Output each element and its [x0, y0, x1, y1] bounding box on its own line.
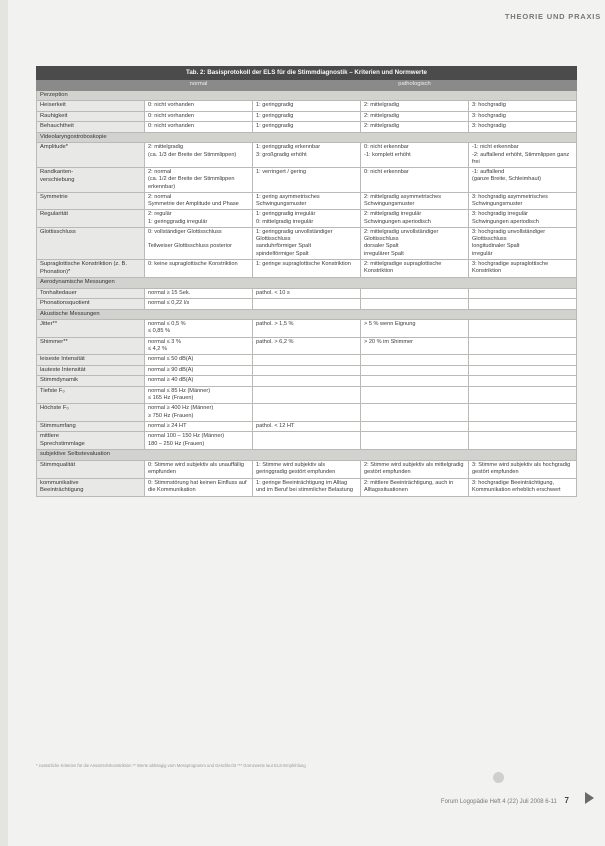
table-cell: 0: vollständiger Glottisschluss Teilweiser Glottisschluss posterior — [145, 227, 253, 259]
row-label: Tonhaltedauer — [37, 288, 145, 299]
table-cell: 2: mittlere Beeinträchtigung, auch in Alltagssituationen — [361, 478, 469, 496]
table-row — [37, 122, 577, 133]
column-header-blank — [37, 80, 145, 91]
table-row — [37, 259, 577, 277]
section-header: Aerodynamische Messungen — [37, 278, 577, 289]
row-label: lauteste Intensität — [37, 365, 145, 376]
table-row — [37, 478, 577, 496]
row-label: Tiefste F₀ — [37, 386, 145, 404]
table-row — [37, 168, 577, 193]
row-label: Supraglottische Konstriktion (z. B. Phonation)* — [37, 259, 145, 277]
table-cell — [361, 421, 469, 432]
table-row — [37, 337, 577, 355]
table-cell — [469, 376, 577, 387]
table-row — [37, 432, 577, 450]
table-row — [37, 355, 577, 366]
row-label: Randkanten- verschiebung — [37, 168, 145, 193]
table-cell: 2: mittelgradige supraglottische Konstriktion — [361, 259, 469, 277]
table-cell — [361, 432, 469, 450]
table-row — [37, 210, 577, 228]
table-cell — [361, 404, 469, 422]
table-cell: normal ≤ 3 % ≤ 4,2 % — [145, 337, 253, 355]
table-cell: -1: auffallend (ganze Breite, Schleimhaut) — [469, 168, 577, 193]
table-cell — [469, 365, 577, 376]
table-cell — [469, 404, 577, 422]
section-header: subjektive Selbstevaluation — [37, 450, 577, 461]
table-footnote: * zusätzliche Kriterien für die Ansatzrohrkonstriktion ** Werte abhängig vom Messprogramm und Geschlecht *** Grenzwerte laut ELS-Empfehlung — [36, 763, 306, 768]
table-row — [37, 111, 577, 122]
table-cell — [361, 288, 469, 299]
table-cell — [253, 404, 361, 422]
table-cell: pathol. > 6,2 % — [253, 337, 361, 355]
table-cell — [361, 365, 469, 376]
row-label: Stimmumfang — [37, 421, 145, 432]
table-cell — [469, 320, 577, 338]
table-cell: 2: mittelgradig — [361, 122, 469, 133]
decorative-dot — [493, 772, 504, 783]
column-header — [253, 80, 361, 91]
table-cell: 1: geringe supraglottische Konstriktion — [253, 259, 361, 277]
table-cell — [253, 355, 361, 366]
table-cell: 3: hochgradig asymmetrisches Schwingungsmuster — [469, 192, 577, 210]
table-cell: normal ≥ 90 dB(A) — [145, 365, 253, 376]
table-cell: 2: mittelgradig asymmetrisches Schwingungsmuster — [361, 192, 469, 210]
table-cell — [361, 355, 469, 366]
table-cell: 1: geringgradig — [253, 111, 361, 122]
row-label: Jitter** — [37, 320, 145, 338]
table-cell: normal ≤ 50 dB(A) — [145, 355, 253, 366]
table-cell: 3: hochgradig unvollständiger Glottisschluss longitudinaler Spalt irregulär — [469, 227, 577, 259]
table-cell: 2: mittelgradig — [361, 101, 469, 112]
footer-issue: Heft 4 (22) Juli 2008 6-11 — [489, 799, 557, 805]
table-cell: 0: Stimme wird subjektiv als unauffällig empfunden — [145, 461, 253, 479]
table-cell: 3: hochgradige Beeinträchtigung, Kommunikation erheblich erschwert — [469, 478, 577, 496]
table-title: Tab. 2: Basisprotokoll der ELS für die Stimmdiagnostik – Kriterien und Normwerte — [37, 67, 577, 80]
page-footer — [441, 796, 569, 805]
table-cell: 2: Stimme wird subjektiv als mittelgradig gestört empfunden — [361, 461, 469, 479]
table-cell — [253, 386, 361, 404]
table-cell: normal 100 – 150 Hz (Männer) 180 – 250 Hz (Frauen) — [145, 432, 253, 450]
table-cell: > 20 % im Shimmer — [361, 337, 469, 355]
table-cell: pathol. < 10 s — [253, 288, 361, 299]
table-cell — [253, 365, 361, 376]
table-cell: normal ≥ 400 Hz (Männer) ≥ 750 Hz (Frauen) — [145, 404, 253, 422]
table-cell: 1: geringgradig — [253, 101, 361, 112]
table-row — [37, 320, 577, 338]
table-cell: 0: nicht erkennbar — [361, 168, 469, 193]
row-label: Heiserkeit — [37, 101, 145, 112]
table-cell — [469, 337, 577, 355]
table-cell: 1: geringgradig erkennbar 3: großgradig erhöht — [253, 143, 361, 168]
table-cell: 2: mittelgradig (ca. 1/3 der Breite der Stimmlippen) — [145, 143, 253, 168]
table-cell: 2: mittelgradig irregulär Schwingungen aperiodisch — [361, 210, 469, 228]
table-cell: normal ≤ 0,5 % ≤ 0,85 % — [145, 320, 253, 338]
table-cell: 0: nicht vorhanden — [145, 101, 253, 112]
table-cell: normal ≥ 15 Sek. — [145, 288, 253, 299]
table-row — [37, 421, 577, 432]
table-cell: 3: Stimme wird subjektiv als hochgradig gestört empfunden — [469, 461, 577, 479]
table-cell — [253, 432, 361, 450]
table-cell: 3: hochgradige supraglottische Konstriktion — [469, 259, 577, 277]
table-row — [37, 101, 577, 112]
row-label: Höchste F₀ — [37, 404, 145, 422]
table-cell: -1: nicht erkennbar -2: auffallend erhöht, Stimmlippen ganz frei — [469, 143, 577, 168]
table-cell: 0: nicht vorhanden — [145, 122, 253, 133]
table-cell — [469, 288, 577, 299]
table-cell: 2: mittelgradig — [361, 111, 469, 122]
table-cell: 2: normal Symmetrie der Amplitude und Phase — [145, 192, 253, 210]
table-cell: 3: hochgradig — [469, 101, 577, 112]
row-label: Stimmdynamik — [37, 376, 145, 387]
row-label: leiseste Intensität — [37, 355, 145, 366]
row-label: Stimmqualität — [37, 461, 145, 479]
table-cell: 2: normal (ca. 1/2 der Breite der Stimmlippen erkennbar) — [145, 168, 253, 193]
row-label: Amplitude* — [37, 143, 145, 168]
table-cell: 0: Stimmstörung hat keinen Einfluss auf die Kommunikation — [145, 478, 253, 496]
row-label: Behauchtheit — [37, 122, 145, 133]
table-cell: 1: geringgradig — [253, 122, 361, 133]
table-cell: normal ≤ 85 Hz (Männer) ≤ 165 Hz (Frauen) — [145, 386, 253, 404]
table-row — [37, 365, 577, 376]
table-cell — [361, 376, 469, 387]
table-cell: 3: hochgradig — [469, 122, 577, 133]
table-cell: pathol. < 12 HT — [253, 421, 361, 432]
table-row — [37, 386, 577, 404]
table-cell: 1: geringe Beeinträchtigung im Alltag und im Beruf bei stimmlicher Belastung — [253, 478, 361, 496]
row-label: Rauhigkeit — [37, 111, 145, 122]
table-cell: normal ≤ 0,22 l/s — [145, 299, 253, 310]
table-cell — [253, 299, 361, 310]
table-cell — [361, 386, 469, 404]
table-cell: pathol. > 1,5 % — [253, 320, 361, 338]
binding-gutter — [0, 0, 8, 846]
table-cell: 1: verringert / gering — [253, 168, 361, 193]
row-label: Shimmer** — [37, 337, 145, 355]
table-cell: > 5 % wenn Eignung — [361, 320, 469, 338]
table-cell — [469, 432, 577, 450]
table-cell: 1: Stimme wird subjektiv als geringgradig gestört empfunden — [253, 461, 361, 479]
table-cell: 0: keine supraglottische Konstriktion — [145, 259, 253, 277]
row-label: kommunikative Beeinträchtigung — [37, 478, 145, 496]
page-number: 7 — [564, 796, 569, 805]
column-header — [469, 80, 577, 91]
table-cell — [469, 299, 577, 310]
table-cell — [361, 299, 469, 310]
row-label: Phonationsquotient — [37, 299, 145, 310]
row-label: Glottisschluss — [37, 227, 145, 259]
diagnostic-protocol-table — [36, 66, 577, 497]
table-cell: 0: nicht vorhanden — [145, 111, 253, 122]
table-cell: 1: gering asymmetrisches Schwingungsmuster — [253, 192, 361, 210]
table-row — [37, 288, 577, 299]
table-cell: 2: regulär 1: geringgradig irregulär — [145, 210, 253, 228]
table-cell: 0: nicht erkennbar -1: komplett erhöht — [361, 143, 469, 168]
table-row — [37, 143, 577, 168]
table-cell: normal ≥ 24 HT — [145, 421, 253, 432]
column-header: normal — [145, 80, 253, 91]
row-label: Symmetrie — [37, 192, 145, 210]
table-cell: 2: mittelgradig unvollständiger Glottisschluss dorsaler Spalt irregulärer Spalt — [361, 227, 469, 259]
table-row — [37, 404, 577, 422]
table-cell: 3: hochgradig irregulär Schwingungen aperiodisch — [469, 210, 577, 228]
row-label: mittlere Sprechstimmlage — [37, 432, 145, 450]
row-label: Regularität — [37, 210, 145, 228]
running-head: THEORIE UND PRAXIS — [504, 12, 601, 21]
table-row — [37, 376, 577, 387]
table-cell — [253, 376, 361, 387]
table-row — [37, 192, 577, 210]
table-cell: 3: hochgradig — [469, 111, 577, 122]
table-row — [37, 227, 577, 259]
table-row — [37, 461, 577, 479]
table-cell: 1: geringgradig unvollständiger Glottisschluss sanduhrförmiger Spalt spindelförmiger Spalt — [253, 227, 361, 259]
table-cell — [469, 421, 577, 432]
column-header: pathologisch — [361, 80, 469, 91]
next-page-arrow-icon — [585, 792, 594, 804]
section-header: Perzeption — [37, 90, 577, 101]
table-cell: normal ≥ 40 dB(A) — [145, 376, 253, 387]
table-row — [37, 299, 577, 310]
section-header: Videolaryngostroboskopie — [37, 132, 577, 143]
footer-journal: Forum Logopädie — [440, 799, 488, 805]
table-cell — [469, 355, 577, 366]
table-cell — [469, 386, 577, 404]
table-cell: 1: geringgradig irregulär 0: mittelgradig irregulär — [253, 210, 361, 228]
section-header: Akustische Messungen — [37, 309, 577, 320]
